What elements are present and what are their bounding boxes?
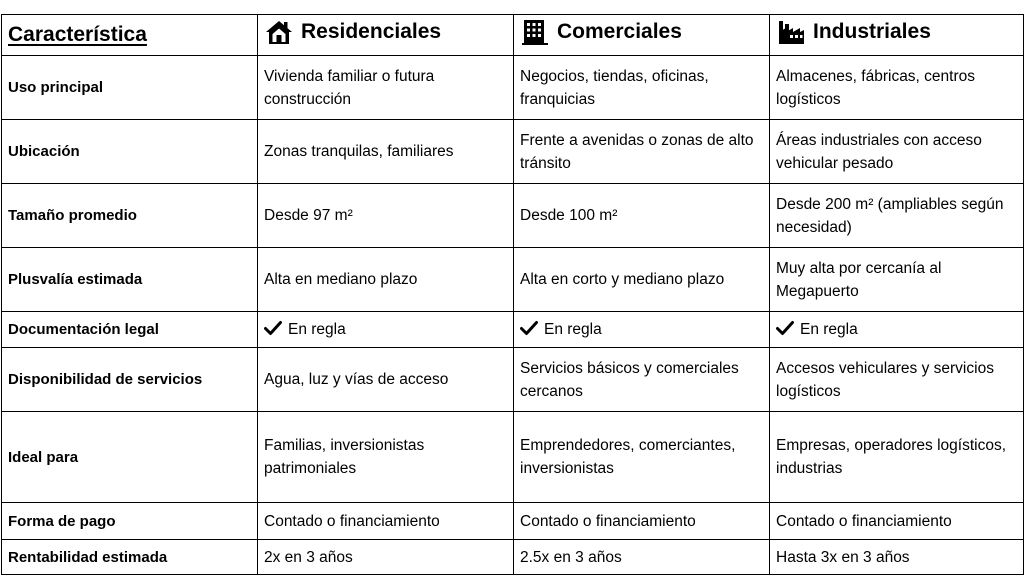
cell-residenciales: Familias, inversionistas patrimoniales — [258, 412, 514, 503]
cell-residenciales: Zonas tranquilas, familiares — [258, 120, 514, 184]
header-comerciales-label: Comerciales — [557, 20, 682, 43]
row-label: Disponibilidad de servicios — [2, 348, 258, 412]
cell-residenciales: 2x en 3 años — [258, 540, 514, 575]
table-row — [2, 248, 1024, 312]
cell-industriales — [770, 312, 1024, 348]
comparison-table-container — [1, 14, 1023, 575]
cell-industriales: Empresas, operadores logísticos, industrias — [770, 412, 1024, 503]
table-row — [2, 56, 1024, 120]
cell-residenciales: Vivienda familiar o futura construcción — [258, 56, 514, 120]
cell-industriales: Accesos vehiculares y servicios logísticos — [770, 348, 1024, 412]
cell-comerciales — [514, 312, 770, 348]
table-row — [2, 540, 1024, 575]
cell-text: En regla — [800, 321, 858, 338]
checkmark-icon — [264, 320, 282, 336]
cell-residenciales — [258, 312, 514, 348]
header-feature — [2, 15, 258, 56]
cell-comerciales: Alta en corto y mediano plazo — [514, 248, 770, 312]
cell-industriales: Hasta 3x en 3 años — [770, 540, 1024, 575]
cell-industriales: Áreas industriales con acceso vehicular pesado — [770, 120, 1024, 184]
table-row — [2, 412, 1024, 503]
cell-comerciales: Servicios básicos y comerciales cercanos — [514, 348, 770, 412]
header-industriales-label: Industriales — [813, 20, 931, 43]
row-label: Uso principal — [2, 56, 258, 120]
row-label: Rentabilidad estimada — [2, 540, 258, 575]
table-row — [2, 312, 1024, 348]
row-label: Ubicación — [2, 120, 258, 184]
header-feature-label: Característica — [8, 23, 147, 46]
row-label: Documentación legal — [2, 312, 258, 348]
header-comerciales-wrap — [520, 18, 682, 46]
checkmark-icon — [776, 320, 794, 336]
cell-comerciales: 2.5x en 3 años — [514, 540, 770, 575]
house-icon — [264, 18, 294, 46]
row-label: Forma de pago — [2, 503, 258, 540]
cell-industriales: Muy alta por cercanía al Megapuerto — [770, 248, 1024, 312]
cell-text: En regla — [288, 321, 346, 338]
cell-comerciales: Emprendedores, comerciantes, inversionistas — [514, 412, 770, 503]
cell-text: En regla — [544, 321, 602, 338]
cell-comerciales: Contado o financiamiento — [514, 503, 770, 540]
cell-comerciales: Negocios, tiendas, oficinas, franquicias — [514, 56, 770, 120]
table-row — [2, 503, 1024, 540]
cell-industriales: Desde 200 m² (ampliables según necesidad) — [770, 184, 1024, 248]
cell-comerciales: Frente a avenidas o zonas de alto tránsito — [514, 120, 770, 184]
header-residenciales-label: Residenciales — [301, 20, 442, 43]
table-row — [2, 184, 1024, 248]
comparison-table — [1, 14, 1024, 575]
cell-industriales: Contado o financiamiento — [770, 503, 1024, 540]
checkmark-icon — [520, 320, 538, 336]
header-industriales-wrap — [776, 18, 931, 46]
cell-residenciales: Agua, luz y vías de acceso — [258, 348, 514, 412]
cell-residenciales: Contado o financiamiento — [258, 503, 514, 540]
office-building-icon — [520, 18, 550, 46]
header-residenciales — [258, 15, 514, 56]
header-residenciales-wrap — [264, 18, 441, 46]
cell-comerciales: Desde 100 m² — [514, 184, 770, 248]
factory-icon — [776, 18, 806, 46]
cell-residenciales: Alta en mediano plazo — [258, 248, 514, 312]
row-label: Plusvalía estimada — [2, 248, 258, 312]
row-label: Ideal para — [2, 412, 258, 503]
table-row — [2, 120, 1024, 184]
row-label: Tamaño promedio — [2, 184, 258, 248]
header-industriales — [770, 15, 1024, 56]
header-row — [2, 15, 1024, 56]
table-row — [2, 348, 1024, 412]
cell-industriales: Almacenes, fábricas, centros logísticos — [770, 56, 1024, 120]
cell-residenciales: Desde 97 m² — [258, 184, 514, 248]
header-comerciales — [514, 15, 770, 56]
